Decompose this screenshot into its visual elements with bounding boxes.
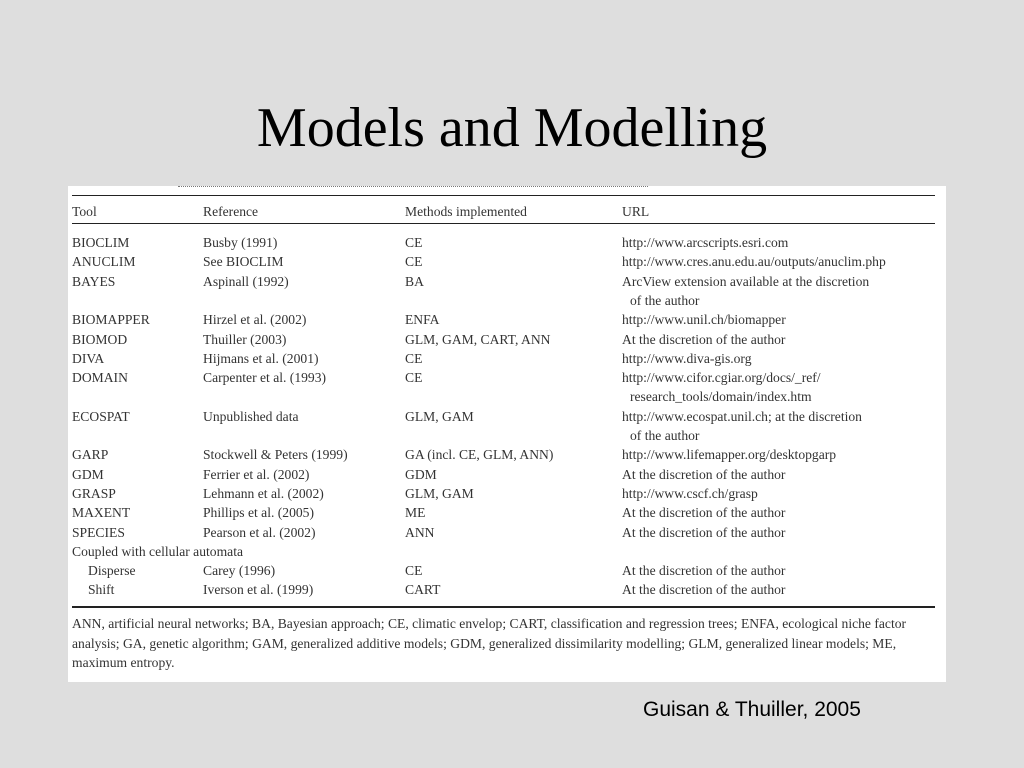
cell-reference: Busby (1991) <box>203 235 278 250</box>
cell-reference: Ferrier et al. (2002) <box>203 466 310 482</box>
header-tool: Tool <box>72 204 97 219</box>
cell-url: http://www.cres.anu.edu.au/outputs/anuclim.php <box>622 254 886 270</box>
cell-reference: Hijmans et al. (2001) <box>203 350 319 366</box>
cell-methods: GLM, GAM <box>405 408 474 424</box>
cell-reference: Iverson et al. (1999) <box>203 582 314 598</box>
cell-url: ArcView extension available at the discretion <box>622 273 870 289</box>
header-url: URL <box>622 204 650 219</box>
cell-tool: GDM <box>72 466 104 482</box>
cell-reference: Hirzel et al. (2002) <box>203 312 307 328</box>
cell-methods: GLM, GAM <box>405 485 474 501</box>
cell-tool: Coupled with cellular automata <box>72 543 244 559</box>
cell-tool: GARP <box>72 447 109 463</box>
cell-reference: See BIOCLIM <box>203 254 284 270</box>
slide-title: Models and Modelling <box>256 97 768 159</box>
cell-url: research_tools/domain/index.htm <box>630 389 812 405</box>
cell-methods: CE <box>405 254 423 270</box>
table-bottom-rule <box>72 606 935 608</box>
cell-methods: ANN <box>405 524 435 540</box>
cell-url: At the discretion of the author <box>622 466 786 482</box>
model-tools-table <box>68 186 946 682</box>
cell-url: http://www.cscf.ch/grasp <box>622 485 758 501</box>
header-reference: Reference <box>203 204 259 219</box>
cell-reference: Thuiller (2003) <box>203 331 287 347</box>
cell-methods: CE <box>405 563 423 579</box>
cell-tool: BIOCLIM <box>72 235 130 250</box>
cell-reference: Unpublished data <box>203 408 299 424</box>
cell-url: http://www.ecospat.unil.ch; at the discretion <box>622 408 862 424</box>
cell-methods: ENFA <box>405 312 440 328</box>
cell-reference: Stockwell & Peters (1999) <box>203 447 348 463</box>
cell-tool: SPECIES <box>72 524 125 540</box>
cell-url: http://www.lifemapper.org/desktopgarp <box>622 447 837 463</box>
cell-url: http://www.cifor.cgiar.org/docs/_ref/ <box>622 370 821 386</box>
cell-tool: BIOMAPPER <box>72 312 150 328</box>
cell-methods: CE <box>405 370 423 386</box>
cell-methods: GLM, GAM, CART, ANN <box>405 331 551 347</box>
table-footnote: ANN, artificial neural networks; BA, Bayesian approach; CE, climatic envelop; CART, classification and regression trees; ENFA, ecological niche factor analysis; GA, genetic algorithm; GAM, generalized additive models; GDM, generalized dissimilarity modelling; GLM, generalized linear models; ME, maximum entropy. <box>72 616 907 670</box>
cell-url: http://www.unil.ch/biomapper <box>622 312 786 328</box>
cell-tool: GRASP <box>72 485 116 501</box>
cell-tool: ANUCLIM <box>72 254 136 270</box>
table-header-rule <box>72 223 935 224</box>
citation: Guisan & Thuiller, 2005 <box>643 698 861 721</box>
cell-url: http://www.diva-gis.org <box>622 350 752 366</box>
cell-url: At the discretion of the author <box>622 331 786 347</box>
header-methods: Methods implemented <box>405 204 527 219</box>
cell-reference: Phillips et al. (2005) <box>203 505 315 521</box>
cell-methods: BA <box>405 273 424 289</box>
cell-url: At the discretion of the author <box>622 582 786 598</box>
cell-reference: Pearson et al. (2002) <box>203 524 316 540</box>
cell-url: of the author <box>630 292 700 308</box>
cell-methods: GDM <box>405 466 437 482</box>
cell-url: http://www.arcscripts.esri.com <box>622 235 789 250</box>
top-border-artifact <box>178 186 648 189</box>
cell-tool: DIVA <box>72 350 105 366</box>
cell-methods: CE <box>405 350 423 366</box>
cell-methods: CE <box>405 235 423 250</box>
cell-reference: Aspinall (1992) <box>203 273 289 289</box>
cell-reference: Carey (1996) <box>203 563 276 579</box>
cell-url: of the author <box>630 428 700 443</box>
cell-tool: Disperse <box>88 563 136 579</box>
cell-tool: ECOSPAT <box>72 408 130 424</box>
cell-tool: Shift <box>88 582 115 598</box>
cell-methods: CART <box>405 582 441 598</box>
cell-tool: MAXENT <box>72 505 131 521</box>
cell-methods: GA (incl. CE, GLM, ANN) <box>405 447 554 463</box>
table-top-rule <box>72 195 935 196</box>
cell-reference: Lehmann et al. (2002) <box>203 485 324 501</box>
cell-url: At the discretion of the author <box>622 505 786 521</box>
cell-methods: ME <box>405 505 426 521</box>
cell-reference: Carpenter et al. (1993) <box>203 370 327 386</box>
cell-tool: BIOMOD <box>72 331 128 347</box>
cell-url: At the discretion of the author <box>622 524 786 540</box>
cell-url: At the discretion of the author <box>622 563 786 579</box>
cell-tool: DOMAIN <box>72 370 128 386</box>
cell-tool: BAYES <box>72 273 116 289</box>
